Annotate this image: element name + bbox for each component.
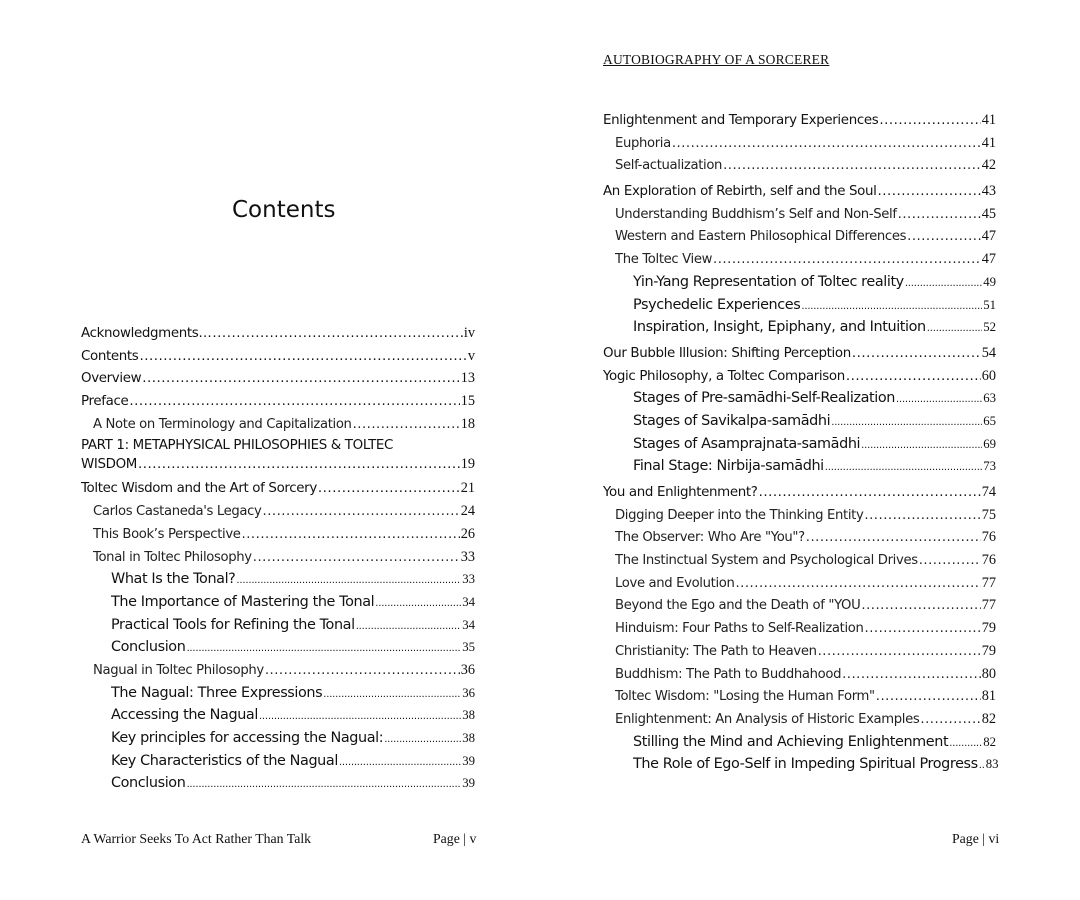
dot-leader bbox=[864, 505, 980, 528]
dot-leader bbox=[898, 204, 981, 227]
toc-entry-page: 33 bbox=[460, 548, 475, 565]
toc-entry-page: 34 bbox=[462, 594, 475, 609]
toc-entry-title: Conclusion bbox=[111, 775, 186, 792]
toc-entry[interactable] bbox=[81, 750, 475, 773]
toc-entry[interactable] bbox=[81, 659, 475, 682]
dot-leader bbox=[356, 614, 462, 639]
dot-leader bbox=[920, 709, 980, 732]
toc-entry-title: Key principles for accessing the Nagual: bbox=[111, 730, 384, 746]
toc-entry-page: 36 bbox=[460, 661, 475, 678]
toc-entry[interactable] bbox=[603, 294, 996, 317]
toc-entry-page: 63 bbox=[983, 391, 996, 406]
toc-entry[interactable] bbox=[603, 316, 996, 339]
toc-entry-page: 36 bbox=[462, 685, 475, 700]
toc-entry-page: 39 bbox=[462, 776, 475, 791]
toc-entry-title: Practical Tools for Refining the Tonal bbox=[111, 616, 355, 633]
dot-leader bbox=[253, 547, 460, 570]
toc-entry-title: Nagual in Toltec Philosophy bbox=[93, 662, 264, 678]
dot-leader bbox=[879, 110, 980, 133]
toc-entry-page: 80 bbox=[981, 665, 996, 682]
toc-entry-title: Psychedelic Experiences bbox=[633, 296, 801, 313]
dot-leader bbox=[852, 343, 981, 366]
dot-leader bbox=[242, 524, 460, 547]
toc-entry-page: 52 bbox=[983, 320, 996, 335]
toc-entry[interactable] bbox=[603, 549, 996, 572]
toc-entry[interactable] bbox=[603, 387, 996, 410]
toc-entry-title: Buddhism: The Path to Buddhahood bbox=[615, 666, 842, 682]
dot-leader bbox=[384, 727, 461, 752]
toc-list-right bbox=[603, 109, 999, 776]
toc-entry-title: Stilling the Mind and Achieving Enlightenment bbox=[633, 733, 949, 750]
toc-entry-title: Enlightenment and Temporary Experiences bbox=[603, 113, 879, 128]
toc-entry-title: Yin-Yang Representation of Toltec reality bbox=[633, 273, 904, 290]
toc-entry[interactable] bbox=[81, 345, 475, 368]
toc-entry-page: 54 bbox=[981, 344, 996, 361]
dot-leader bbox=[259, 704, 461, 729]
toc-entry-title-line1: PART 1: METAPHYSICAL PHILOSOPHIES & TOLTEC bbox=[81, 438, 394, 454]
toc-entry-page: 18 bbox=[460, 415, 475, 432]
toc-entry-page: 34 bbox=[462, 617, 475, 632]
toc-entry-page: 60 bbox=[981, 367, 996, 384]
dot-leader bbox=[723, 155, 981, 178]
toc-entry[interactable] bbox=[81, 523, 475, 546]
toc-entry-title: You and Enlightenment? bbox=[603, 485, 758, 500]
toc-entry[interactable] bbox=[81, 500, 475, 523]
dot-leader bbox=[672, 133, 981, 156]
dot-leader bbox=[825, 455, 982, 480]
toc-entry[interactable] bbox=[81, 682, 475, 705]
toc-entry-title: An Exploration of Rebirth, self and the Soul bbox=[603, 184, 877, 200]
toc-entry-title: Preface bbox=[81, 394, 129, 410]
page-number: Page | v bbox=[433, 831, 477, 846]
toc-entry-page: 45 bbox=[981, 205, 996, 222]
toc-entry-page: 41 bbox=[981, 112, 996, 128]
toc-entry[interactable] bbox=[81, 413, 475, 436]
toc-entry[interactable] bbox=[603, 504, 996, 527]
toc-entry-page: 33 bbox=[462, 572, 475, 587]
dot-leader bbox=[186, 772, 461, 797]
toc-entry-title: Love and Evolution bbox=[615, 575, 735, 591]
toc-entry-title: Digging Deeper into the Thinking Entity bbox=[615, 507, 864, 523]
dot-leader bbox=[818, 641, 981, 664]
toc-entry-title: The Role of Ego-Self in Impeding Spiritual Progress bbox=[633, 756, 978, 773]
toc-entry[interactable] bbox=[603, 433, 996, 456]
dot-leader bbox=[865, 618, 981, 641]
toc-entry[interactable] bbox=[603, 731, 996, 754]
toc-entry-title: Self-actualization bbox=[615, 158, 723, 174]
dot-leader bbox=[323, 682, 461, 707]
toc-entry-title: The Toltec View bbox=[615, 252, 713, 268]
toc-entry[interactable] bbox=[603, 203, 996, 226]
toc-entry[interactable] bbox=[81, 477, 475, 500]
dot-leader bbox=[801, 294, 982, 319]
toc-entry[interactable] bbox=[603, 132, 996, 155]
toc-entry[interactable] bbox=[81, 704, 475, 727]
dot-leader bbox=[318, 478, 460, 501]
dot-leader bbox=[236, 568, 461, 593]
toc-entry-page: 19 bbox=[460, 456, 475, 473]
toc-entry-title: Yogic Philosophy, a Toltec Comparison bbox=[603, 368, 845, 384]
dot-leader bbox=[129, 391, 459, 414]
toc-entry[interactable] bbox=[603, 481, 996, 504]
toc-entry-page: 81 bbox=[981, 688, 996, 705]
toc-entry[interactable] bbox=[603, 685, 996, 708]
toc-entry[interactable] bbox=[603, 109, 996, 132]
dot-leader bbox=[907, 226, 981, 249]
toc-entry-page: 77 bbox=[981, 574, 996, 591]
toc-entry-page: v bbox=[467, 347, 475, 364]
toc-entry[interactable] bbox=[81, 727, 475, 750]
toc-entry-page: 76 bbox=[981, 529, 996, 546]
page-number: Page | vi bbox=[952, 831, 1000, 846]
dot-leader bbox=[927, 316, 982, 341]
dot-leader bbox=[713, 249, 981, 272]
toc-entry[interactable] bbox=[603, 248, 996, 271]
toc-entry-part[interactable] bbox=[81, 437, 475, 474]
toc-entry-page: 83 bbox=[985, 757, 999, 772]
toc-entry-title: Enlightenment: An Analysis of Historic Examples bbox=[615, 711, 920, 727]
toc-entry-title: Contents bbox=[81, 348, 139, 364]
toc-entry-page: 47 bbox=[981, 228, 996, 245]
toc-list-left bbox=[81, 322, 475, 795]
toc-entry-title: The Observer: Who Are "You"? bbox=[615, 530, 805, 546]
toc-entry[interactable] bbox=[603, 342, 996, 365]
toc-entry-page: 47 bbox=[981, 251, 996, 268]
toc-entry-title: Our Bubble Illusion: Shifting Perception bbox=[603, 345, 851, 361]
toc-entry-title: What Is the Tonal? bbox=[111, 571, 236, 588]
toc-entry[interactable] bbox=[603, 572, 996, 595]
dot-leader bbox=[949, 731, 982, 756]
toc-entry-title: Overview bbox=[81, 371, 142, 387]
toc-entry-title: A Note on Terminology and Capitalization bbox=[93, 416, 352, 432]
dot-leader bbox=[876, 686, 981, 709]
toc-entry[interactable] bbox=[81, 367, 475, 390]
toc-entry[interactable] bbox=[603, 180, 996, 203]
toc-entry[interactable] bbox=[81, 390, 475, 413]
footer-text: A Warrior Seeks To Act Rather Than Talk bbox=[81, 831, 312, 846]
toc-entry-title: Hinduism: Four Paths to Self-Realization bbox=[615, 621, 864, 637]
toc-entry[interactable] bbox=[81, 636, 475, 659]
toc-entry-title: Conclusion bbox=[111, 639, 186, 656]
toc-entry-title: Euphoria bbox=[615, 135, 671, 151]
dot-leader bbox=[905, 271, 982, 296]
toc-entry-page: 15 bbox=[460, 393, 475, 410]
dot-leader bbox=[759, 482, 981, 505]
toc-entry-page: 79 bbox=[981, 620, 996, 637]
toc-entry[interactable] bbox=[603, 365, 996, 388]
toc-entry-title: Acknowledgments… bbox=[81, 326, 212, 341]
toc-entry-title: Stages of Pre-samādhi-Self-Realization bbox=[633, 390, 895, 407]
dot-leader bbox=[806, 527, 981, 550]
toc-entry-title: Tonal in Toltec Philosophy bbox=[93, 549, 252, 565]
toc-entry-title: Key Characteristics of the Nagual bbox=[111, 752, 338, 769]
toc-entry-page: 39 bbox=[462, 753, 475, 768]
dot-leader bbox=[339, 750, 461, 775]
toc-entry[interactable] bbox=[81, 591, 475, 614]
toc-entry-page: 77 bbox=[981, 597, 996, 614]
toc-entry-page: 41 bbox=[981, 134, 996, 151]
toc-entry[interactable] bbox=[603, 455, 996, 478]
dot-leader bbox=[138, 455, 460, 474]
toc-entry-page: 24 bbox=[460, 503, 475, 520]
toc-entry-page: 49 bbox=[983, 274, 996, 289]
dot-leader bbox=[265, 660, 460, 683]
running-head: AUTOBIOGRAPHY OF A SORCERER bbox=[603, 52, 830, 67]
dot-leader bbox=[846, 366, 981, 389]
toc-entry-title: Toltec Wisdom and the Art of Sorcery bbox=[81, 481, 317, 497]
toc-entry-page: 38 bbox=[462, 731, 475, 745]
toc-entry-page: 82 bbox=[983, 734, 996, 749]
toc-entry-page: 65 bbox=[983, 413, 996, 428]
toc-entry-title: Beyond the Ego and the Death of "YOU bbox=[615, 598, 861, 614]
toc-entry[interactable] bbox=[81, 568, 475, 591]
toc-entry-title-line2: WISDOM bbox=[81, 457, 137, 473]
toc-entry-page: 69 bbox=[983, 436, 996, 451]
toc-entry[interactable] bbox=[603, 526, 996, 549]
toc-entry[interactable] bbox=[603, 753, 999, 776]
toc-entry-title: Christianity: The Path to Heaven bbox=[615, 643, 817, 659]
toc-entry-title: The Instinctual System and Psychological Drives bbox=[615, 553, 918, 569]
dot-leader bbox=[979, 753, 985, 778]
toc-entry[interactable] bbox=[603, 663, 996, 686]
dot-leader bbox=[375, 591, 461, 616]
page-title: Contents bbox=[232, 197, 336, 223]
toc-entry[interactable] bbox=[603, 271, 996, 294]
toc-entry-page: 43 bbox=[981, 183, 996, 200]
toc-entry-page: 13 bbox=[460, 370, 475, 387]
dot-leader bbox=[878, 181, 981, 204]
toc-entry[interactable] bbox=[603, 410, 996, 433]
toc-entry-page: 79 bbox=[981, 642, 996, 659]
toc-entry[interactable] bbox=[603, 225, 996, 248]
toc-entry[interactable] bbox=[603, 154, 996, 177]
toc-entry-page: 75 bbox=[981, 506, 996, 523]
dot-leader bbox=[831, 410, 982, 435]
toc-entry-page: 38 bbox=[462, 708, 475, 723]
dot-leader bbox=[142, 368, 459, 391]
toc-entry-title: The Nagual: Three Expressions bbox=[111, 684, 323, 701]
toc-entry-title: Accessing the Nagual bbox=[111, 707, 258, 724]
toc-entry[interactable] bbox=[603, 594, 996, 617]
toc-entry-title: The Importance of Mastering the Tonal bbox=[111, 593, 375, 610]
toc-entry-page: 82 bbox=[981, 710, 996, 727]
dot-leader bbox=[263, 501, 460, 524]
dot-leader bbox=[861, 433, 982, 458]
dot-leader bbox=[896, 387, 982, 412]
toc-entry-page: 74 bbox=[981, 484, 996, 500]
dot-leader bbox=[861, 595, 980, 618]
toc-entry-page: iv bbox=[463, 325, 475, 341]
toc-entry[interactable] bbox=[81, 772, 475, 795]
toc-entry-title: Stages of Savikalpa-samādhi bbox=[633, 412, 831, 429]
dot-leader bbox=[186, 636, 461, 661]
toc-entry-page: 73 bbox=[983, 459, 996, 474]
toc-entry-title: Stages of Asamprajnata-samādhi bbox=[633, 435, 861, 452]
toc-entry[interactable] bbox=[81, 546, 475, 569]
toc-entry[interactable] bbox=[603, 640, 996, 663]
toc-entry-title: This Book’s Perspective bbox=[93, 526, 241, 542]
toc-entry-title: Understanding Buddhism’s Self and Non-Self bbox=[615, 206, 897, 222]
toc-entry-title: Final Stage: Nirbija-samādhi bbox=[633, 458, 824, 475]
toc-entry-page: 51 bbox=[983, 297, 996, 312]
toc-entry[interactable] bbox=[603, 708, 996, 731]
toc-entry[interactable] bbox=[81, 614, 475, 637]
dot-leader bbox=[919, 550, 981, 573]
toc-entry[interactable] bbox=[81, 322, 475, 345]
dot-leader bbox=[139, 346, 466, 369]
toc-entry[interactable] bbox=[603, 617, 996, 640]
dot-leader bbox=[842, 664, 981, 687]
dot-leader bbox=[353, 414, 460, 437]
toc-entry-page: 42 bbox=[981, 157, 996, 174]
toc-entry-title: Carlos Castaneda's Legacy bbox=[93, 504, 262, 520]
toc-entry-title: Inspiration, Insight, Epiphany, and Intuition bbox=[633, 319, 926, 336]
toc-entry-title: Toltec Wisdom: "Losing the Human Form" bbox=[615, 689, 875, 705]
toc-entry-page: 21 bbox=[460, 480, 475, 497]
dot-leader bbox=[212, 323, 462, 346]
toc-entry-title: Western and Eastern Philosophical Differences bbox=[615, 229, 907, 245]
toc-entry-page: 76 bbox=[981, 552, 996, 569]
toc-entry-page: 26 bbox=[460, 525, 475, 542]
dot-leader bbox=[735, 573, 980, 596]
toc-entry-page: 35 bbox=[462, 640, 475, 655]
